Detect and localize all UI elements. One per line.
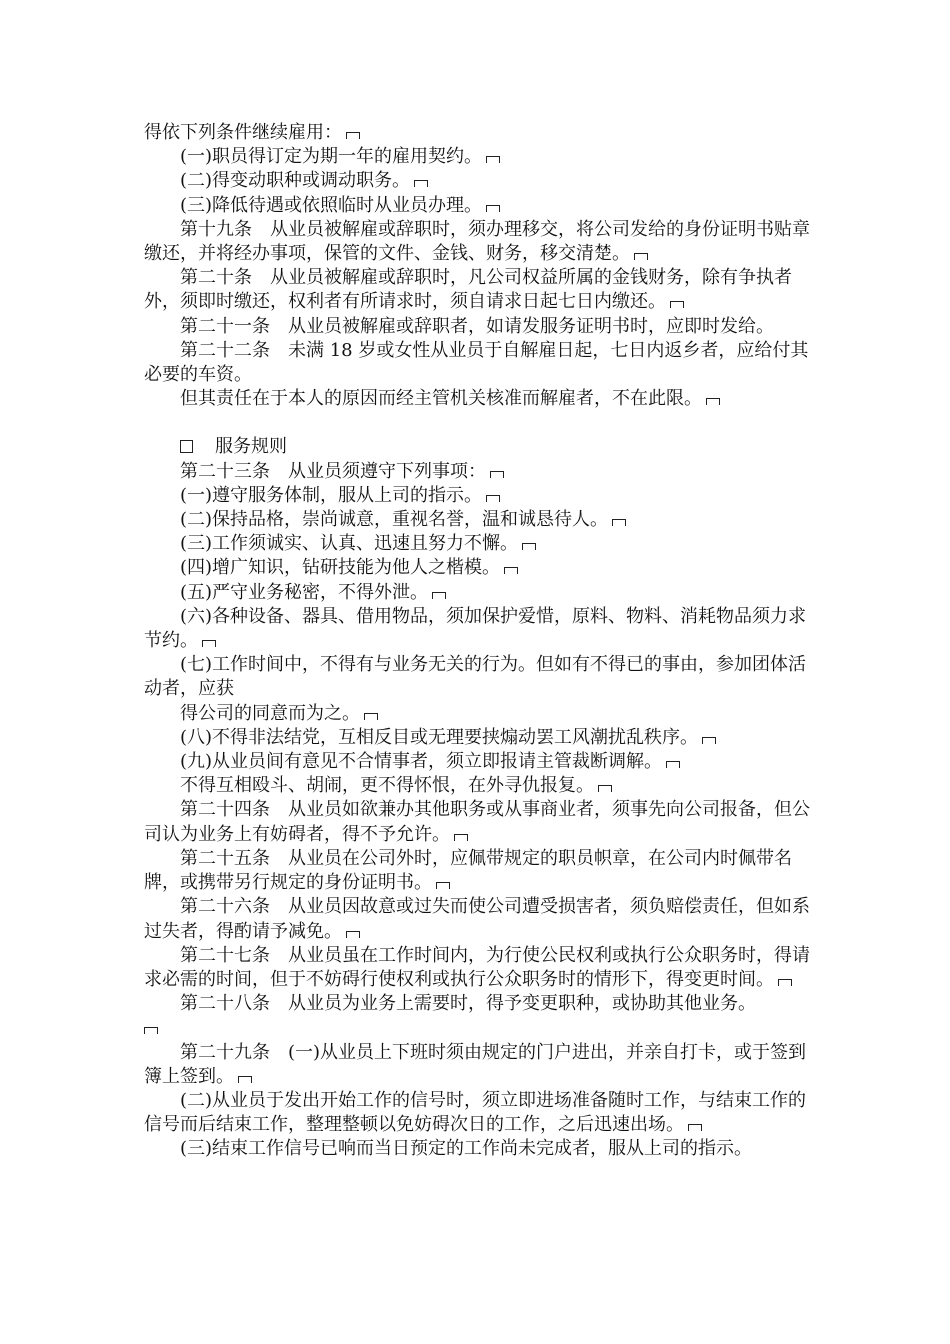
paragraph-mark-icon (238, 1076, 252, 1083)
paragraph (144, 726, 812, 750)
paragraph-mark-icon (598, 785, 612, 792)
paragraph-text: 第二十三条 从业员须遵守下列事项： (180, 460, 486, 482)
paragraph (144, 702, 812, 726)
paragraph (144, 315, 812, 339)
paragraph (144, 581, 812, 605)
paragraph-text: (二)从业员于发出开始工作的信号时，须立即进场准备随时工作，与结束工作的信号而后结束工作，整理整顿以免妨碍次日的工作，之后迅速出场。 (144, 1089, 807, 1136)
paragraph (144, 169, 812, 193)
paragraph-mark-icon (504, 567, 518, 574)
paragraph-mark-icon (706, 398, 720, 405)
blank-line (144, 411, 812, 435)
paragraph (144, 1089, 812, 1137)
document-body (144, 121, 812, 1162)
paragraph-text: (九)从业员间有意见不合情事者，须立即报请主管裁断调解。 (180, 751, 663, 773)
paragraph (144, 218, 812, 266)
paragraph-mark-icon (364, 713, 378, 720)
paragraph-mark-icon (666, 761, 680, 768)
paragraph (144, 605, 812, 653)
section-heading (144, 435, 812, 459)
paragraph-mark-icon (486, 495, 500, 502)
paragraph-text: (三)结束工作信号已响而当日预定的工作尚未完成者，服从上司的指示。 (180, 1138, 753, 1160)
paragraph (144, 1137, 812, 1161)
paragraph (144, 145, 812, 169)
paragraph (144, 339, 812, 387)
paragraph-text: 得依下列条件继续雇用： (144, 122, 342, 143)
paragraph-text: (三)降低待遇或依照临时从业员办理。 (180, 194, 483, 216)
paragraph (144, 653, 812, 701)
paragraph (144, 532, 812, 556)
checkbox-square-icon (180, 440, 193, 453)
paragraph (144, 774, 812, 798)
paragraph-mark-icon (202, 640, 216, 647)
paragraph (144, 944, 812, 992)
paragraph-text: (七)工作时间中，不得有与业务无关的行为。但如有不得已的事由，参加团体活动者，应获 (144, 654, 807, 700)
paragraph-mark-icon (486, 156, 500, 163)
paragraph (144, 121, 812, 145)
paragraph-text: 服务规则 (215, 436, 287, 458)
paragraph (144, 750, 812, 774)
paragraph-mark-icon (346, 132, 360, 139)
paragraph-text: 但其责任在于本人的原因而经主管机关核准而解雇者，不在此限。 (180, 388, 702, 410)
paragraph-text: 第二十二条 未满 18 岁或女性从业员于自解雇日起，七日内返乡者，应给付其必要的车资。 (144, 339, 809, 386)
paragraph-text: 第二十五条 从业员在公司外时，应佩带规定的职员帜章，在公司内时佩带名牌，或携带另行规定的身份证明书。 (144, 847, 792, 894)
paragraph-text: (五)严守业务秘密，不得外泄。 (180, 581, 429, 603)
paragraph-mark-icon (436, 882, 450, 889)
paragraph (144, 895, 812, 943)
paragraph-mark-icon (144, 1027, 158, 1034)
paragraph (144, 484, 812, 508)
paragraph-mark-icon (702, 737, 716, 744)
paragraph-text: 得公司的同意而为之。 (180, 702, 360, 724)
paragraph (144, 992, 812, 1016)
paragraph-text: 第十九条 从业员被解雇或辞职时，须办理移交，将公司发给的身份证明书贴章缴还，并将经办事项，保管的文件、金钱、财务，移交清楚。 (144, 218, 810, 265)
paragraph-text: (一)遵守服务体制，服从上司的指示。 (180, 484, 483, 506)
paragraph-text: (八)不得非法结党，互相反目或无理要挟煽动罢工风潮扰乱秩序。 (180, 726, 699, 748)
paragraph-mark-icon (414, 180, 428, 187)
paragraph (144, 387, 812, 411)
paragraph (144, 556, 812, 580)
paragraph-mark-icon (432, 592, 446, 599)
paragraph-text: 第二十六条 从业员因故意或过失而使公司遭受损害者，须负赔偿责任，但如系过失者，得酌请予减免。 (144, 896, 810, 942)
paragraph-mark-icon (670, 301, 684, 308)
paragraph-mark-icon (522, 543, 536, 550)
paragraph-text: 第二十一条 从业员被解雇或辞职者，如请发服务证明书时，应即时发给。 (180, 315, 774, 337)
paragraph-mark-icon (688, 1124, 702, 1131)
paragraph-text: 第二十条 从业员被解雇或辞职时，凡公司权益所属的金钱财务，除有争执者外，须即时缴还，权利者有所请求时，须自请求日起七日内缴还。 (144, 267, 792, 313)
paragraph-text: 不得互相殴斗、胡闹，更不得怀恨，在外寻仇报复。 (180, 775, 594, 797)
paragraph-text: (三)工作须诚实、认真、迅速且努力不懈。 (180, 533, 519, 555)
paragraph (144, 266, 812, 314)
paragraph-text: 第二十九条 (一)从业员上下班时须由规定的门户进出，并亲自打卡，或于签到簿上签到。 (144, 1041, 807, 1087)
paragraph-text: (六)各种设备、器具、借用物品，须加保护爱惜，原料、物料、消耗物品须力求节约。 (144, 605, 807, 652)
paragraph-mark-icon (778, 979, 792, 986)
paragraph-mark-icon (634, 253, 648, 260)
paragraph-text: (二)保持品格，崇尚诚意，重视名誉，温和诚恳待人。 (180, 509, 609, 531)
paragraph-mark-icon (346, 931, 360, 938)
paragraph-mark-line (144, 1016, 812, 1040)
paragraph-text: 第二十七条 从业员虽在工作时间内，为行使公民权利或执行公众职务时，得请求必需的时间，但于不妨碍行使权利或执行公众职务时的情形下，得变更时间。 (144, 944, 810, 990)
paragraph-mark-icon (612, 519, 626, 526)
paragraph (144, 508, 812, 532)
paragraph (144, 194, 812, 218)
paragraph-text: 第二十八条 从业员为业务上需要时，得予变更职种，或协助其他业务。 (180, 993, 756, 1015)
paragraph-mark-icon (486, 205, 500, 212)
paragraph-text: (四)增广知识，钻研技能为他人之楷模。 (180, 557, 501, 579)
paragraph-text: (一)职员得订定为期一年的雇用契约。 (180, 146, 483, 168)
paragraph (144, 798, 812, 846)
paragraph (144, 1041, 812, 1089)
paragraph (144, 460, 812, 484)
paragraph-text: (二)得变动职种或调动职务。 (180, 170, 411, 192)
paragraph-text: 第二十四条 从业员如欲兼办其他职务或从事商业者，须事先向公司报备，但公司认为业务上有妨碍者，得不予允许。 (144, 799, 810, 845)
paragraph-mark-icon (454, 834, 468, 841)
paragraph (144, 847, 812, 895)
paragraph-mark-icon (490, 471, 504, 478)
